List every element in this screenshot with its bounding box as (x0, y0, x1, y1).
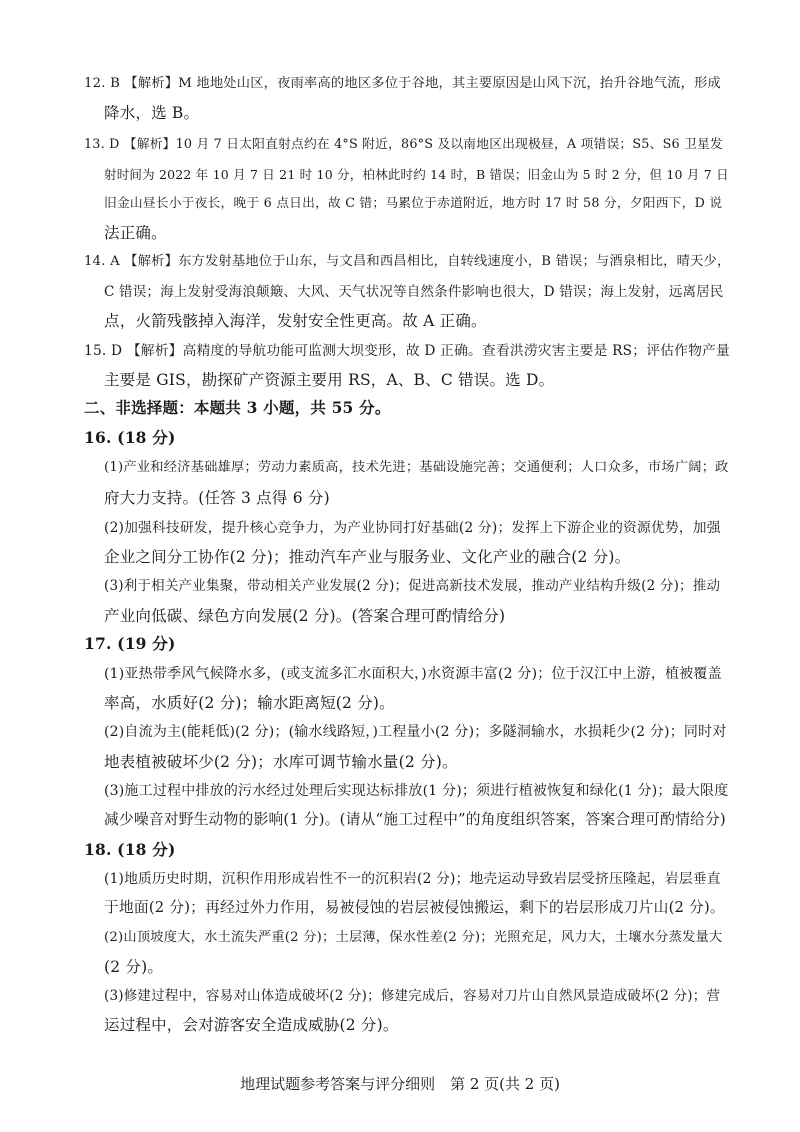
q18-part2-line-2: (2 分)。 (104, 958, 164, 976)
q18-part1-line-1: (1)地质历史时期，沉积作用形成岩性不一的沉积岩(2 分)；地壳运动导致岩层受挤压隆起，岩层垂直 (104, 871, 721, 887)
page-footer: 地理试题参考答案与评分细则 第 2 页(共 2 页) (240, 1075, 560, 1093)
q16-part2-line-2: 企业之间分工协作(2 分)；推动汽车产业与服务业、文化产业的融合(2 分)。 (104, 548, 631, 566)
q12-line-1: 12. B 【解析】M 地地处山区，夜雨率高的地区多位于谷地，其主要原因是山风下沉，抬升谷地气流，形成 (84, 76, 721, 91)
q13-line-2: 射时间为 2022 年 10 月 7 日 21 时 10 分，柏林此时约 14 时，B 错误；旧金山为 5 时 2 分，但 10 月 7 日 (104, 167, 729, 182)
q18-part1-line-2: 于地面(2 分)；再经过外力作用，易被侵蚀的岩层被侵蚀搬运，剩下的岩层形成刀片山(2 分)。 (104, 899, 725, 916)
q14-line-2: C 错误；海上发射受海浪颠簸、大风、天气状况等自然条件影响也很大，D 错误；海上发射，远离居民 (104, 284, 724, 300)
q17-part2-line-2: 地表植被破坏少(2 分)；水库可调节输水量(2 分)。 (104, 753, 458, 771)
q18-header: 18. (18 分) (84, 840, 176, 859)
q16-part1-line-1: (1)产业和经济基础雄厚；劳动力素质高，技术先进；基础设施完善；交通便利；人口众多，市场广阔；政 (104, 460, 729, 475)
q18-part3-line-2: 运过程中，会对游客安全造成威胁(2 分)。 (104, 1016, 399, 1034)
q16-part3-line-1: (3)利于相关产业集聚，带动相关产业发展(2 分)；促进高新技术发展，推动产业结构升级(2 分)；推动 (104, 578, 721, 594)
q17-part1-line-1: (1)亚热带季风气候降水多，(或支流多汇水面积大，)水资源丰富(2 分)；位于汉江中上游，植被覆盖 (104, 666, 722, 682)
q16-part3-line-2: 产业向低碳、绿色方向发展(2 分)。(答案合理可酌情给分) (104, 607, 506, 625)
q18-part3-line-1: (3)修建过程中，容易对山体造成破坏(2 分)；修建完成后，容易对刀片山自然风景造成破坏(2 分)；营 (104, 988, 721, 1004)
q12-line-2: 降水，选 B。 (104, 104, 200, 122)
q14-line-3: 点，火箭残骸掉入海洋，发射安全性更高。故 A 正确。 (104, 312, 487, 330)
q13-line-1: 13. D 【解析】10 月 7 日太阳直射点约在 4°S 附近，86°S 及以南地区出现极昼，A 项错误；S5、S6 卫星发 (84, 137, 723, 152)
q15-line-2: 主要是 GIS，勘探矿产资源主要用 RS，A、B、C 错误。选 D。 (104, 371, 555, 389)
section-heading: 二、非选择题：本题共 3 小题，共 55 分。 (84, 398, 391, 417)
q14-line-1: 14. A 【解析】东方发射基地位于山东，与文昌和西昌相比，自转线速度小，B 错误；与酒泉相比，晴天少， (84, 254, 731, 269)
q13-line-4: 法正确。 (104, 224, 167, 242)
q17-part3-line-2: 减少噪音对野生动物的影响(1 分)。(请从“施工过程中”的角度组织答案，答案合理可酌情给分) (104, 811, 726, 828)
q17-part2-line-1: (2)自流为主(能耗低)(2 分)；(输水线路短，)工程量小(2 分)；多隧洞输水，水损耗少(2 分)；同时对 (104, 724, 727, 740)
q13-line-3: 旧金山昼长小于夜长，晚于 6 点日出，故 C 错；马累位于赤道附近，地方时 17 时 58 分，夕阳西下，D 说 (104, 196, 723, 211)
q18-part2-line-1: (2)山顶坡度大，水土流失严重(2 分)；土层薄，保水性差(2 分)；光照充足，风力大，土壤水分蒸发量大 (104, 930, 723, 945)
q15-line-1: 15. D 【解析】高精度的导航功能可监测大坝变形，故 D 正确。查看洪涝灾害主要是 RS；评估作物产量 (84, 343, 730, 359)
q16-part2-line-1: (2)加强科技研发，提升核心竞争力，为产业协同打好基础(2 分)；发挥上下游企业的资源优势，加强 (104, 520, 721, 536)
q17-header: 17. (19 分) (84, 634, 176, 653)
q16-part1-line-2: 府大力支持。(任答 3 点得 6 分) (104, 489, 330, 507)
q17-part3-line-1: (3)施工过程中排放的污水经过处理后实现达标排放(1 分)；须进行植被恢复和绿化(1 分)；最大限度 (104, 783, 729, 799)
q16-header: 16. (18 分) (84, 428, 176, 447)
q17-part1-line-2: 率高，水质好(2 分)；输水距离短(2 分)。 (104, 694, 395, 712)
